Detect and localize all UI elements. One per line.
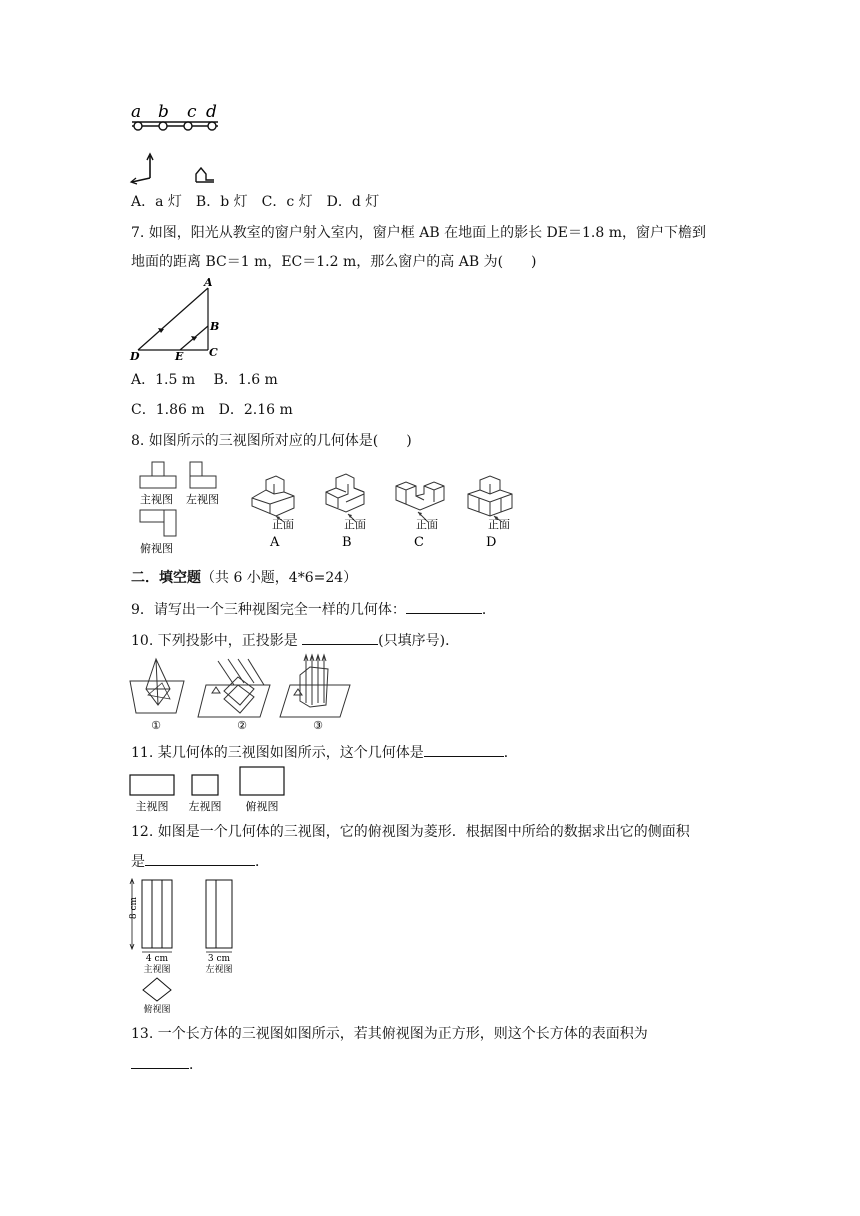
q11-row [131,742,518,763]
q8-front-face-label-A: 正面 [272,518,294,531]
q12-row2 [131,851,269,872]
q8-front-face-label-C: 正面 [416,518,438,531]
q8-three-views [136,458,236,558]
q11-answer-blank[interactable] [424,742,504,757]
q12-answer-blank[interactable] [145,851,255,866]
q12-text-line2: 是 [131,854,145,870]
q6-lamp-figure [128,100,228,190]
q11-top-view-label: 俯视图 [245,800,279,813]
q8-choice-A[interactable] [246,472,306,552]
section2-heading-row [131,568,357,588]
q11-text-end: ． [503,745,518,761]
q8-text: 8. 如图所示的三视图所对应的几何体是( ) [131,433,412,449]
q12-text-line1: 12. 如图是一个几何体的三视图，它的俯视图为菱形．根据图中所给的数据求出它的侧面积 [131,824,690,840]
house-icon [196,168,214,182]
q12-dim-left-width: 3 cm [207,954,231,964]
q8-choice-C-label: C [414,535,424,550]
q13-answer-blank[interactable] [131,1054,189,1069]
lamp-c-icon [184,122,192,130]
q11-text: 11. 某几何体的三视图如图所示，这个几何体是 [131,745,424,761]
lamp-a-icon [134,122,142,130]
q7-text-line2: 地面的距离 BC＝1 m，EC＝1.2 m，那么窗户的高 AB 为( ) [131,254,537,270]
q12-dim-height: 8 cm [129,896,139,920]
q10-projection-figures [128,655,358,735]
q10-text-end: (只填序号)． [378,633,460,649]
q8-choice-D[interactable] [462,472,522,552]
q8-top-view-label: 俯视图 [140,542,173,555]
q10-answer-blank[interactable] [302,630,378,645]
lamp-b-icon [159,122,167,130]
q12-left-view-label: 左视图 [205,965,233,975]
label-A: A [204,276,213,289]
q8-front-face-label-D: 正面 [488,518,510,531]
q8-choice-A-label: A [270,535,280,550]
q8-choice-D-label: D [486,535,497,550]
q12-top-view-label: 俯视图 [143,1005,171,1015]
q9-text: 9．请写出一个三种视图完全一样的几何体： [131,602,406,618]
section2-note: （共 6 小题，4*6=24） [201,570,358,586]
lamp-label-d: d [206,102,217,122]
q12-dim-front-width: 4 cm [145,954,169,964]
q7-triangle-figure [128,276,228,364]
q10-row [131,630,459,651]
lamp-d-icon [208,122,216,130]
q10-text: 10. 下列投影中，正投影是 [131,633,303,649]
q8-choice-B-label: B [342,535,352,550]
q8-left-view-label: 左视图 [186,493,219,506]
q9-row [131,599,496,620]
q7-options-row2: C．1.86 m D．2.16 m [131,402,293,418]
q7-options-row1: A．1.5 m B．1.6 m [131,372,278,388]
q11-three-views [128,765,298,815]
q8-choice-C[interactable] [390,472,450,552]
q12-three-views [124,874,244,1014]
q7-text-line1: 7. 如图，阳光从教室的窗户射入室内，窗户框 AB 在地面上的影长 DE＝1.8 m，窗户下檐到 [131,225,706,241]
label-C: C [209,346,218,359]
rhombus-icon [143,978,171,1001]
q13-text-end: ． [189,1057,203,1073]
label-E: E [175,350,184,363]
q12-text-end: ． [255,854,269,870]
lamp-label-b: b [158,102,169,122]
q10-label-1: ① [151,719,161,732]
q6-options: A．a 灯 B．b 灯 C．c 灯 D．d 灯 [131,194,380,210]
q11-left-view-label: 左视图 [188,800,222,813]
q11-front-view-label: 主视图 [135,800,169,813]
label-B: B [210,320,220,333]
section2-heading: 二．填空题 [131,570,201,586]
q13-text-line1: 13. 一个长方体的三视图如图所示，若其俯视图为正方形，则这个长方体的表面积为 [131,1026,648,1042]
q10-label-2: ② [237,719,247,732]
q8-front-face-label-B: 正面 [344,518,366,531]
label-D: D [130,350,140,363]
lamp-label-c: c [187,102,197,122]
q8-choice-B[interactable] [318,472,378,552]
q10-label-3: ③ [313,719,323,732]
q13-row2 [131,1054,203,1075]
q12-front-view-label: 主视图 [143,965,171,975]
q9-text-end: ． [481,602,496,618]
q9-answer-blank[interactable] [406,599,482,614]
lamp-label-a: a [131,102,142,122]
q8-front-view-label: 主视图 [140,493,173,506]
